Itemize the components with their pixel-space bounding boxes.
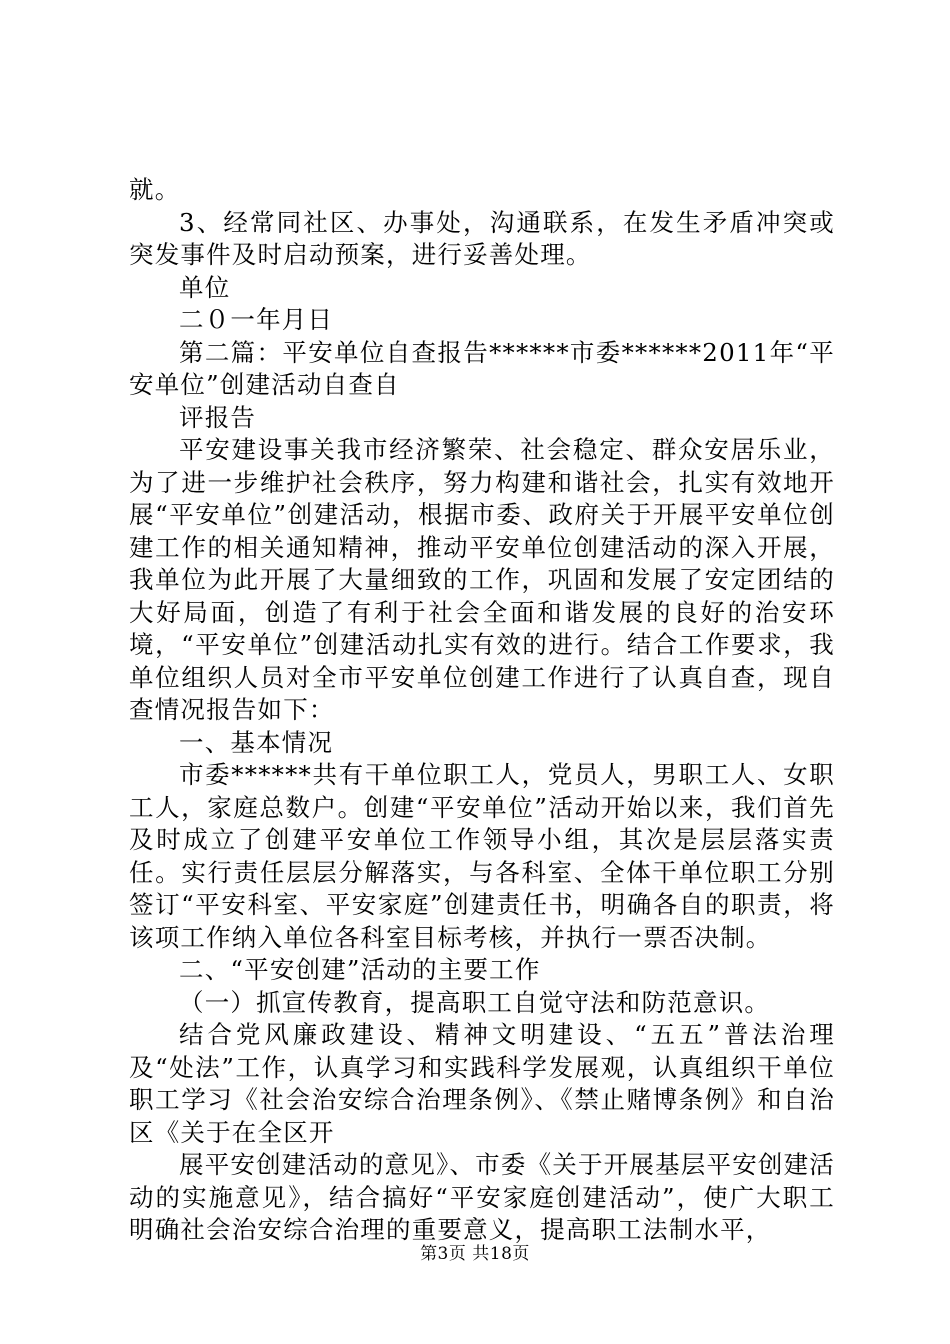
document-body <box>129 174 835 1247</box>
page-number-label: 第3页 共18页 <box>420 1244 530 1264</box>
section-heading-basic-situation: 一、基本情况 <box>179 727 334 757</box>
paragraph-3: 二０一年月日 <box>179 305 334 334</box>
paragraph-1: 3、经常同社区、办事处，沟通联系，在发生矛盾冲突或突发事件及时启动预案，进行妥善处理。 <box>129 207 835 269</box>
section-heading-second-article: 第二篇：平安单位自查报告******市委******2011年“平安单位”创建活动自查自 <box>129 337 835 399</box>
subsection-heading-publicity: （一）抓宣传教育，提高职工自觉守法和防范意识。 <box>179 987 771 1017</box>
paragraph-5: 评报告 <box>179 402 257 432</box>
paragraph-2: 单位 <box>179 272 231 302</box>
paragraph-6: 平安建设事关我市经济繁荣、社会稳定、群众安居乐业，为了进一步维护社会秩序，努力构建和谐社会，扎实有效地开展“平安单位”创建活动，根据市委、政府关于开展平安单位创建工作的相关通知精神，推动平安单位创建活动的深入开展，我单位为此开展了大量细致的工作，巩固和发展了安定团结的大好局面，创造了有利于社会全面和谐发展的良好的治安环境，“平安单位”创建活动扎实有效的进行。结合工作要求，我单位组织人员对全市平安单位创建工作进行了认真自查，现自查情况报告如下： <box>129 435 835 724</box>
paragraph-11: 结合党风廉政建设、精神文明建设、“五五”普法治理及“处法”工作，认真学习和实践科学发展观，认真组织干单位职工学习《社会治安综合治理条例》、《禁止赌博条例》和自治区《关于在全区开 <box>129 1020 835 1147</box>
paragraph-0: 就。 <box>129 175 181 204</box>
page-footer <box>0 1242 950 1266</box>
paragraph-12: 展平安创建活动的意见》、市委《关于开展基层平安创建活动的实施意见》，结合搞好“平安家庭创建活动”，使广大职工明确社会治安综合治理的重要意义，提高职工法制水平， <box>129 1150 835 1244</box>
section-heading-main-work: 二、“平安创建”活动的主要工作 <box>179 955 541 984</box>
paragraph-8: 市委******共有干单位职工人，党员人，男职工人、女职工人，家庭总数户。创建“平安单位”活动开始以来，我们首先及时成立了创建平安单位工作领导小组，其次是层层落实责任。实行责任层层分解落实，与各科室、全体干单位职工分别签订“平安科室、平安家庭”创建责任书，明确各自的职责，将该项工作纳入单位各科室目标考核，并执行一票否决制。 <box>129 760 835 952</box>
